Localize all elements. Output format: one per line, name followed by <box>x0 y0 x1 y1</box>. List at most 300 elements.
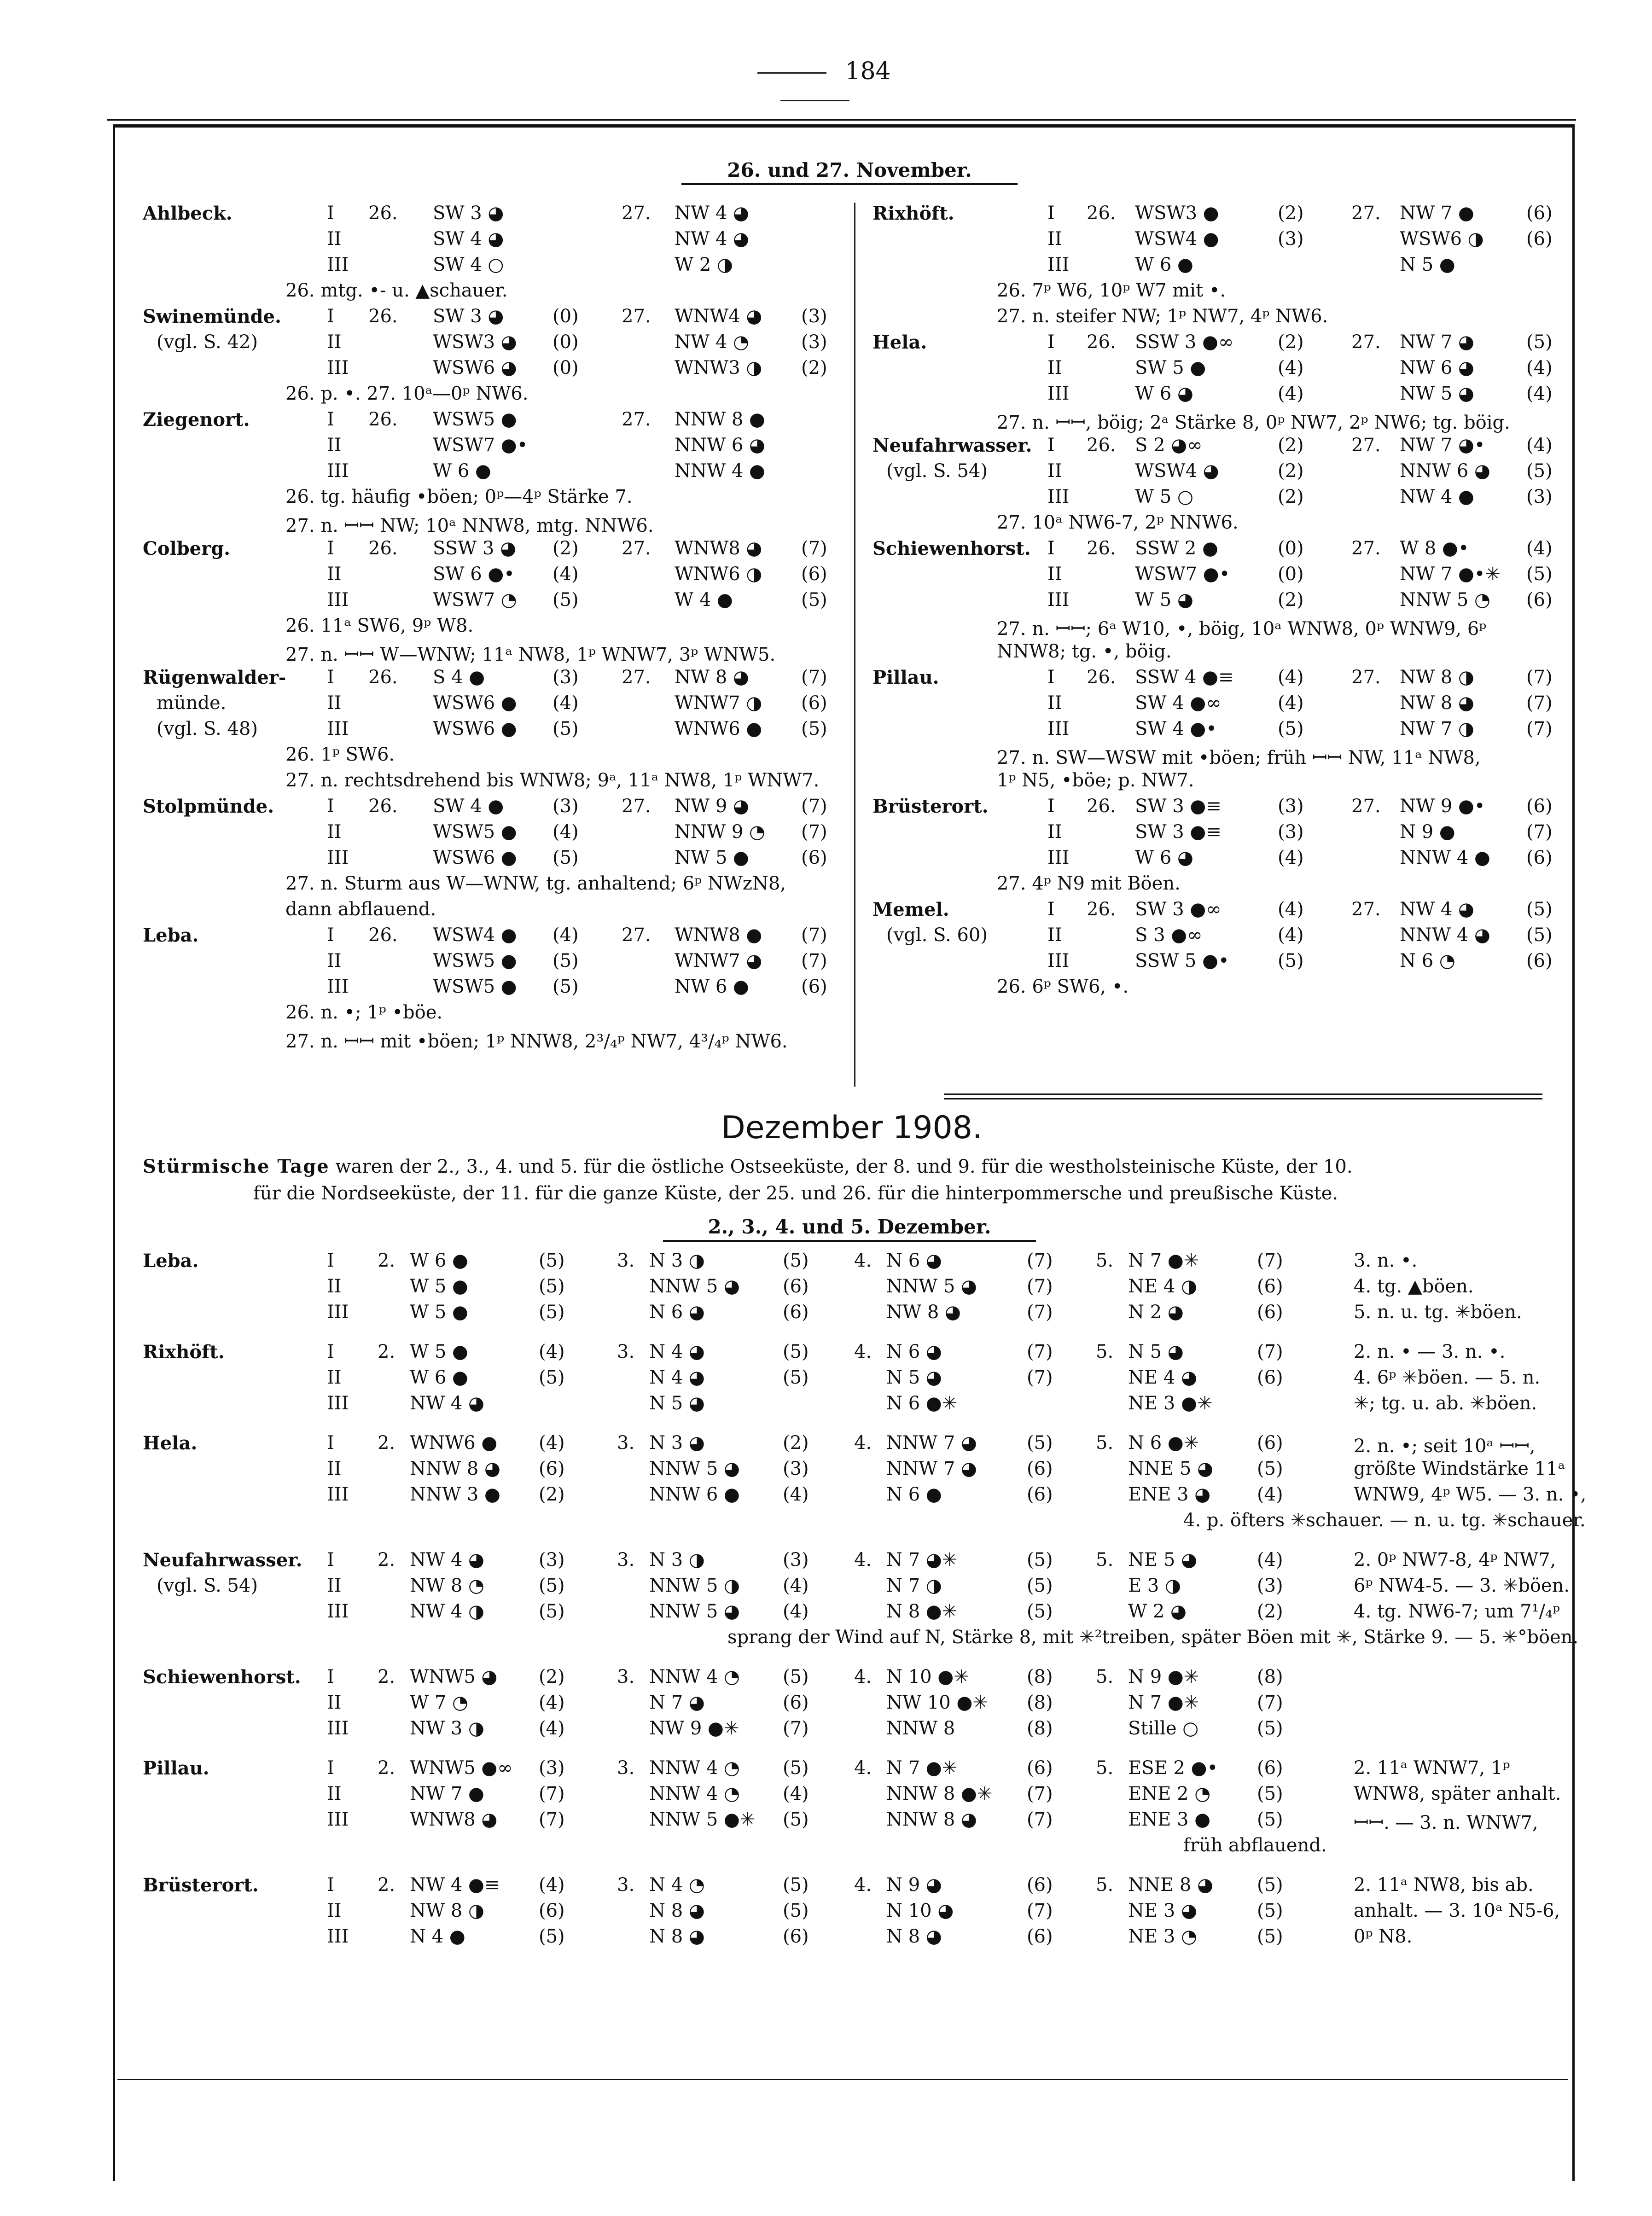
observation-term: III <box>327 1393 349 1414</box>
sea-state: (6) <box>801 692 827 714</box>
wind-reading: N 3 ◑ <box>649 1549 705 1570</box>
observation-term: III <box>327 976 349 997</box>
sea-state: (7) <box>539 1783 565 1804</box>
remark-text: 27. n. ꟷꟷ; 6ᵃ W10, •, böig, 10ᵃ WNW8, 0ᵖ WNW9, 6ᵖ <box>997 618 1487 640</box>
table-row <box>873 589 1563 615</box>
sea-state: (5) <box>1257 1900 1283 1921</box>
wind-reading: N 8 ◕ <box>649 1900 705 1921</box>
table-row <box>873 950 1563 976</box>
wind-reading: W 5 ◕ <box>1135 589 1193 611</box>
day-label: 2. <box>378 1874 396 1896</box>
observation-term: III <box>327 357 349 378</box>
wind-reading: NNW 4 ● <box>1400 847 1490 868</box>
observation-term: I <box>327 1432 334 1454</box>
sea-state: (7) <box>1027 1809 1053 1830</box>
table-row <box>143 1783 1561 1809</box>
table-row <box>143 667 852 692</box>
wind-reading: NNW 6 ◕ <box>1400 460 1490 482</box>
observation-term: I <box>327 1549 334 1570</box>
sea-state: (5) <box>801 589 827 611</box>
station-sub: (vgl. S. 54) <box>157 1575 258 1596</box>
station-sub: (vgl. S. 42) <box>157 332 258 353</box>
sea-state: (7) <box>783 1718 809 1739</box>
wind-reading: NW 6 ◕ <box>1400 357 1474 378</box>
wind-reading: N 6 ◕ <box>886 1341 942 1362</box>
wind-reading: ENE 3 ● <box>1128 1809 1211 1830</box>
day-label: 26. <box>368 203 398 224</box>
table-row <box>143 1367 1561 1393</box>
sea-state: (0) <box>553 306 579 327</box>
remark-row <box>873 306 1563 332</box>
day-label: 26. <box>1087 203 1116 224</box>
wind-reading: WSW6 ◕ <box>433 357 517 378</box>
table-row <box>143 332 852 357</box>
observation-term: III <box>327 1601 349 1622</box>
wind-reading: NE 3 ●✳ <box>1128 1393 1213 1414</box>
table-row <box>143 1432 1561 1458</box>
wind-reading: NW 4 ◕ <box>1400 899 1474 920</box>
wind-reading: WSW6 ● <box>433 718 517 739</box>
wind-reading: SSW 2 ● <box>1135 538 1218 559</box>
table-row <box>873 821 1563 847</box>
wind-reading: W 6 ● <box>433 460 491 482</box>
day-label: 27. <box>622 796 651 817</box>
wind-reading: N 5 ● <box>1400 254 1455 275</box>
sea-state: (5) <box>1257 1874 1283 1896</box>
wind-reading: NE 4 ◕ <box>1128 1367 1197 1388</box>
table-row <box>143 796 852 821</box>
table-row <box>143 409 852 435</box>
wind-reading: WSW4 ● <box>433 925 517 946</box>
wind-reading: NE 3 ◔ <box>1128 1926 1197 1947</box>
station-name: Brüsterort. <box>143 1874 259 1896</box>
sea-state: (5) <box>1526 925 1553 946</box>
wind-reading: NNW 5 ●✳ <box>649 1809 756 1830</box>
wind-reading: NW 8 ◕ <box>886 1302 961 1323</box>
wind-reading: SW 4 ●• <box>1135 718 1217 739</box>
sea-state: (2) <box>553 538 579 559</box>
sea-state: (4) <box>553 925 579 946</box>
observation-term: I <box>327 1341 334 1362</box>
wind-reading: N 8 ◕ <box>649 1926 705 1947</box>
wind-reading: WSW7 ●• <box>1135 564 1230 585</box>
sea-state: (6) <box>1027 1458 1053 1479</box>
sea-state: (5) <box>1526 899 1553 920</box>
sea-state: (6) <box>1257 1367 1283 1388</box>
wind-reading: NW 7 ● <box>410 1783 484 1804</box>
wind-reading: NNW 6 ● <box>649 1484 740 1505</box>
remark-text: 26. 1ᵖ SW6. <box>285 744 395 765</box>
wind-reading: N 6 ◔ <box>1400 950 1455 971</box>
day-label: 5. <box>1096 1432 1114 1454</box>
sea-state: (8) <box>1027 1692 1053 1713</box>
sea-state: (4) <box>553 564 579 585</box>
table-row <box>873 692 1563 718</box>
table-row <box>143 1276 1561 1302</box>
remark-row <box>143 1002 852 1028</box>
table-row <box>143 203 852 228</box>
remark-row <box>873 615 1563 641</box>
observation-term: III <box>327 718 349 739</box>
table-row <box>143 228 852 254</box>
station-name: Pillau. <box>143 1757 209 1779</box>
table-row <box>873 435 1563 460</box>
remark-text: anhalt. — 3. 10ᵃ N5-6, <box>1354 1900 1560 1921</box>
remark-text: 27. n. SW—WSW mit •böen; früh ꟷꟷ NW, 11ᵃ NW8, <box>997 747 1481 768</box>
sea-state: (4) <box>1278 925 1304 946</box>
wind-reading: E 3 ◑ <box>1128 1575 1181 1596</box>
sea-state: (4) <box>783 1575 809 1596</box>
wind-reading: W 5 ○ <box>1135 486 1193 507</box>
wind-reading: N 6 ◕ <box>649 1302 705 1323</box>
sea-state: (6) <box>1526 589 1553 611</box>
observation-term: III <box>1047 847 1070 868</box>
sea-state: (6) <box>1526 950 1553 971</box>
day-label: 27. <box>622 306 651 327</box>
sea-state: (6) <box>1027 1484 1053 1505</box>
wind-reading: W 2 ◕ <box>1128 1601 1187 1622</box>
sea-state: (6) <box>783 1692 809 1713</box>
wind-reading: NW 4 ◕ <box>410 1549 484 1570</box>
day-label: 4. <box>854 1432 872 1454</box>
station-name: Rixhöft. <box>873 203 954 224</box>
remark-row <box>143 383 852 409</box>
wind-reading: NW 10 ●✳ <box>886 1692 988 1713</box>
sea-state: (4) <box>553 692 579 714</box>
bottom-rule <box>117 2079 1568 2080</box>
sea-state: (6) <box>801 564 827 585</box>
wind-reading: NNW 4 ◔ <box>649 1783 740 1804</box>
wind-reading: WSW4 ◕ <box>1135 460 1219 482</box>
station-name: Rügenwalder- <box>143 667 286 688</box>
wind-reading: WNW8 ● <box>675 925 762 946</box>
observation-term: I <box>1047 796 1055 817</box>
wind-reading: N 6 ● <box>886 1484 942 1505</box>
wind-reading: ENE 2 ◔ <box>1128 1783 1211 1804</box>
observation-term: I <box>327 306 334 327</box>
remark-row <box>143 486 852 512</box>
observation-term: III <box>327 1718 349 1739</box>
observation-term: I <box>327 538 334 559</box>
wind-reading: SW 3 ◕ <box>433 306 504 327</box>
wind-reading: NNW 5 ◕ <box>886 1276 977 1297</box>
sea-state: (3) <box>539 1549 565 1570</box>
observation-term: I <box>327 796 334 817</box>
sea-state: (4) <box>1526 435 1553 456</box>
day-label: 27. <box>622 667 651 688</box>
wind-reading: NW 9 ◕ <box>675 796 749 817</box>
remark-text: sprang der Wind auf N, Stärke 8, mit ✳²treiben, später Böen mit ✳, Stärke 9. — 5. ✳°böen. <box>727 1627 1579 1648</box>
sea-state: (5) <box>553 847 579 868</box>
observation-term: II <box>327 332 342 353</box>
december-table <box>143 1250 1587 1966</box>
sea-state: (4) <box>539 1718 565 1739</box>
remark-text: dann abflauend. <box>285 899 436 920</box>
day-label: 3. <box>617 1874 635 1896</box>
sea-state: (6) <box>1257 1302 1283 1323</box>
remark-text: 26. mtg. •- u. ▲schauer. <box>285 280 508 301</box>
table-row <box>143 460 852 486</box>
station-name: Ahlbeck. <box>143 203 233 224</box>
day-label: 3. <box>617 1341 635 1362</box>
sea-state: (3) <box>539 1757 565 1779</box>
remark-text: 26. p. •. 27. 10ᵃ—0ᵖ NW6. <box>285 383 529 404</box>
wind-reading: NW 8 ◑ <box>1400 667 1474 688</box>
remark-text: 26. 11ᵃ SW6, 9ᵖ W8. <box>285 615 474 636</box>
sea-state: (3) <box>1278 796 1304 817</box>
sea-state: (5) <box>539 1926 565 1947</box>
sea-state: (5) <box>783 1900 809 1921</box>
wind-reading: N 7 ◕✳ <box>886 1549 958 1570</box>
wind-reading: NW 3 ◑ <box>410 1718 484 1739</box>
remark-text: 27. 4ᵖ N9 mit Böen. <box>997 873 1181 894</box>
sea-state: (6) <box>783 1302 809 1323</box>
wind-reading: N 4 ◕ <box>649 1341 705 1362</box>
remark-row <box>143 770 852 796</box>
wind-reading: NNW 4 ◕ <box>1400 925 1490 946</box>
wind-reading: Stille ○ <box>1128 1718 1199 1739</box>
wind-reading: NW 4 ◔ <box>675 332 749 353</box>
wind-reading: N 8 ●✳ <box>886 1601 958 1622</box>
table-row <box>873 228 1563 254</box>
observation-term: III <box>327 1302 349 1323</box>
observation-term: III <box>327 1484 349 1505</box>
sea-state: (3) <box>783 1549 809 1570</box>
remark-text: größte Windstärke 11ᵃ <box>1354 1458 1565 1479</box>
wind-reading: SSW 3 ●∞ <box>1135 332 1234 353</box>
sea-state: (7) <box>1027 1276 1053 1297</box>
sea-state: (6) <box>1027 1926 1053 1947</box>
station-name: Brüsterort. <box>873 796 989 817</box>
observation-term: III <box>1047 486 1070 507</box>
table-row <box>143 357 852 383</box>
sea-state: (0) <box>1278 564 1304 585</box>
day-label: 5. <box>1096 1250 1114 1271</box>
sea-state: (5) <box>783 1250 809 1271</box>
wind-reading: SSW 3 ◕ <box>433 538 516 559</box>
station-name: Colberg. <box>143 538 231 559</box>
sea-state: (3) <box>801 332 827 353</box>
table-row <box>143 1692 1561 1718</box>
remark-text: WNW8, später anhalt. <box>1354 1783 1561 1804</box>
table-row <box>873 718 1563 744</box>
observation-term: II <box>1047 460 1062 482</box>
sea-state: (7) <box>1027 1302 1053 1323</box>
sea-state: (7) <box>1526 821 1553 843</box>
wind-reading: W 4 ● <box>675 589 733 611</box>
wind-reading: W 6 ◕ <box>1135 383 1193 404</box>
sea-state: (7) <box>801 796 827 817</box>
remark-text: 4. tg. ▲böen. <box>1354 1276 1474 1297</box>
wind-reading: NNW 5 ◕ <box>649 1276 740 1297</box>
sea-state: (5) <box>783 1666 809 1687</box>
day-label: 27. <box>1351 332 1381 353</box>
day-label: 3. <box>617 1432 635 1454</box>
station-name: Neufahrwasser. <box>143 1549 302 1571</box>
remark-row <box>873 280 1563 306</box>
wind-reading: NNW 8 <box>886 1718 955 1739</box>
wind-reading: W 5 ● <box>410 1276 468 1297</box>
day-label: 2. <box>378 1341 396 1362</box>
sea-state: (5) <box>1526 460 1553 482</box>
station-sub: (vgl. S. 54) <box>886 460 988 482</box>
sea-state: (4) <box>539 1692 565 1713</box>
section-rule-bottom <box>944 1098 1542 1099</box>
wind-reading: WNW8 ◕ <box>410 1809 498 1830</box>
observation-term: II <box>327 692 342 714</box>
wind-reading: WSW5 ● <box>433 409 517 430</box>
table-row <box>143 1718 1561 1744</box>
observation-term: III <box>327 1926 349 1947</box>
sea-state: (4) <box>1278 899 1304 920</box>
table-row <box>873 203 1563 228</box>
observation-term: III <box>327 1809 349 1830</box>
table-row <box>873 460 1563 486</box>
wind-reading: NW 8 ◔ <box>410 1575 484 1596</box>
wind-reading: N 2 ◕ <box>1128 1302 1184 1323</box>
wind-reading: S 2 ◕∞ <box>1135 435 1203 456</box>
wind-reading: NW 9 ●• <box>1400 796 1485 817</box>
table-row <box>143 1874 1561 1900</box>
table-row <box>143 718 852 744</box>
observation-term: I <box>327 203 334 224</box>
observation-term: II <box>1047 925 1062 946</box>
table-row <box>143 976 852 1002</box>
station-sub: münde. <box>157 692 227 714</box>
wind-reading: NW 4 ◕ <box>675 203 749 224</box>
remark-text: 2. 0ᵖ NW7-8, 4ᵖ NW7, <box>1354 1549 1556 1570</box>
remark-row <box>143 280 852 306</box>
observation-term: II <box>1047 821 1062 843</box>
day-label: 3. <box>617 1250 635 1271</box>
remark-text: 1ᵖ N5, •böe; p. NW7. <box>997 770 1194 791</box>
day-label: 2. <box>378 1549 396 1570</box>
observation-term: III <box>327 254 349 275</box>
sea-state: (4) <box>553 821 579 843</box>
sea-state: (6) <box>1526 796 1553 817</box>
day-label: 26. <box>368 925 398 946</box>
sea-state: (6) <box>783 1276 809 1297</box>
day-label: 26. <box>1087 538 1116 559</box>
stormy-days-intro <box>143 1153 1552 1207</box>
sea-state: (2) <box>801 357 827 378</box>
remark-row <box>873 409 1563 435</box>
remark-text: 6ᵖ NW4-5. — 3. ✳böen. <box>1354 1575 1570 1596</box>
wind-reading: N 3 ◕ <box>649 1432 705 1454</box>
sea-state: (6) <box>539 1900 565 1921</box>
table-row <box>143 306 852 332</box>
day-label: 4. <box>854 1250 872 1271</box>
wind-reading: ENE 3 ◕ <box>1128 1484 1211 1505</box>
remark-text: ✳; tg. u. ab. ✳böen. <box>1354 1393 1537 1414</box>
sea-state: (5) <box>553 718 579 739</box>
wind-reading: NNW 8 ◕ <box>886 1809 977 1830</box>
sea-state: (6) <box>539 1458 565 1479</box>
sea-state: (6) <box>1257 1432 1283 1454</box>
wind-reading: WNW5 ●∞ <box>410 1757 513 1779</box>
day-label: 27. <box>622 538 651 559</box>
day-label: 4. <box>854 1874 872 1896</box>
sea-state: (7) <box>1027 1250 1053 1271</box>
remark-text: 4. tg. NW6-7; um 7¹/₄ᵖ <box>1354 1601 1560 1622</box>
sea-state: (5) <box>539 1250 565 1271</box>
sea-state: (5) <box>539 1367 565 1388</box>
sea-state: (7) <box>801 950 827 971</box>
observation-term: II <box>327 228 342 250</box>
sea-state: (5) <box>553 589 579 611</box>
sea-state: (5) <box>1278 950 1304 971</box>
wind-reading: W 6 ● <box>410 1250 468 1271</box>
sea-state: (5) <box>1257 1809 1283 1830</box>
table-row <box>143 692 852 718</box>
sea-state: (5) <box>539 1302 565 1323</box>
sea-state: (5) <box>783 1367 809 1388</box>
observation-term: I <box>327 1250 334 1271</box>
wind-reading: NW 8 ◑ <box>410 1900 484 1921</box>
table-row <box>143 1250 1561 1276</box>
remark-text: 3. n. •. <box>1354 1250 1418 1271</box>
sea-state: (0) <box>553 357 579 378</box>
day-label: 3. <box>617 1549 635 1570</box>
wind-reading: N 4 ◔ <box>649 1874 705 1896</box>
wind-reading: WNW4 ◕ <box>675 306 762 327</box>
wind-reading: N 6 ●✳ <box>886 1393 958 1414</box>
day-label: 4. <box>854 1757 872 1779</box>
sea-state: (4) <box>539 1341 565 1362</box>
sea-state: (5) <box>1027 1549 1053 1570</box>
remark-row <box>143 899 852 925</box>
wind-reading: N 4 ◕ <box>649 1367 705 1388</box>
wind-reading: N 7 ●✳ <box>1128 1692 1199 1713</box>
observation-term: II <box>327 1276 342 1297</box>
day-label: 27. <box>1351 435 1381 456</box>
day-label: 5. <box>1096 1549 1114 1570</box>
table-row <box>143 1757 1561 1783</box>
table-row <box>873 847 1563 873</box>
day-label: 4. <box>854 1666 872 1687</box>
remark-row <box>873 641 1563 667</box>
wind-reading: W 6 ● <box>410 1367 468 1388</box>
remark-text: 2. 11ᵃ NW8, bis ab. <box>1354 1874 1534 1896</box>
remark-row <box>143 744 852 770</box>
observation-term: II <box>327 950 342 971</box>
wind-reading: N 9 ◕ <box>886 1874 942 1896</box>
sea-state: (4) <box>1257 1549 1283 1570</box>
wind-reading: WNW5 ◕ <box>410 1666 498 1687</box>
wind-reading: SW 5 ● <box>1135 357 1206 378</box>
remark-row <box>873 873 1563 899</box>
wind-reading: S 4 ● <box>433 667 485 688</box>
table-row <box>143 950 852 976</box>
table-row <box>143 1484 1587 1510</box>
table-row <box>873 538 1563 564</box>
wind-reading: W 5 ● <box>410 1302 468 1323</box>
sea-state: (8) <box>1257 1666 1283 1687</box>
sea-state: (2) <box>1278 589 1304 611</box>
sea-state: (6) <box>801 847 827 868</box>
sea-state: (4) <box>783 1783 809 1804</box>
table-row <box>143 1601 1561 1627</box>
sea-state: (7) <box>1027 1783 1053 1804</box>
wind-reading: WSW5 ● <box>433 821 517 843</box>
december-heading: 2., 3., 4. und 5. Dezember. <box>663 1216 1036 1242</box>
observation-term: III <box>327 589 349 611</box>
sea-state: (2) <box>1278 486 1304 507</box>
wind-reading: ESE 2 ●• <box>1128 1757 1218 1779</box>
sea-state: (5) <box>1278 718 1304 739</box>
wind-reading: N 7 ◕ <box>649 1692 705 1713</box>
sea-state: (5) <box>539 1575 565 1596</box>
